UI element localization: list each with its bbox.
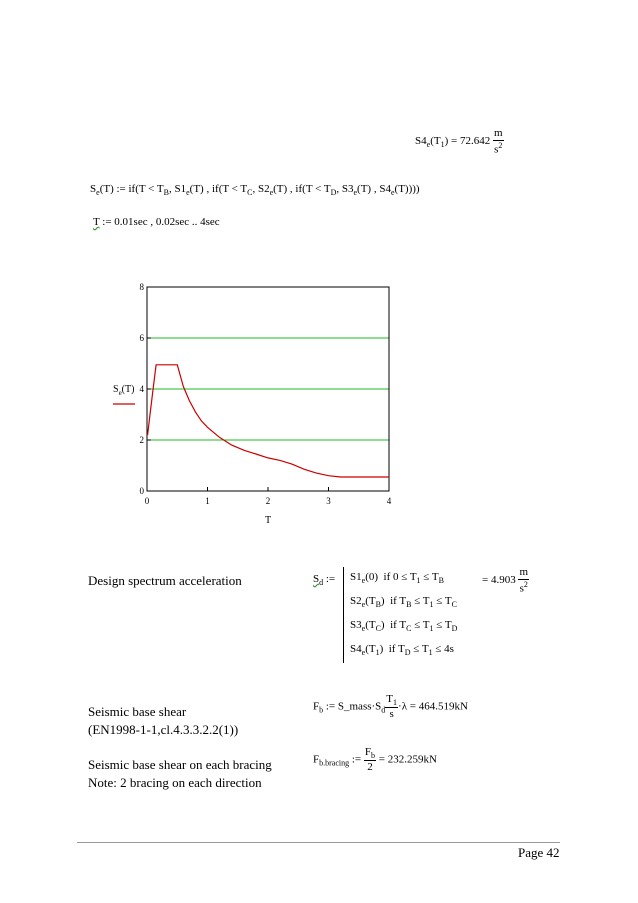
design-accel-result: = 4.903 $\frac{m}{s^2}$: [482, 566, 529, 595]
x-tick-label: 2: [265, 496, 271, 506]
spectrum-series-line: [148, 365, 389, 477]
design-accel-cases: [343, 567, 457, 663]
design-accel-lhs: $S_d$ :=: [313, 573, 336, 587]
design-accel-label: Design spectrum acceleration: [88, 573, 242, 588]
base-shear-label: Seismic base shear: [88, 704, 187, 719]
y-tick-label: 4: [139, 384, 144, 394]
x-tick-label: 4: [386, 496, 392, 506]
bracing-label: Seismic base shear on each bracing: [88, 757, 272, 772]
spectrum-definition: $S_e(T)$ := $if(T < T_B$, $S1_e(T)$ , $if(T < T_C$, $S2_e(T)$ , $if(T < T_D$, $S3_e(T)$ , $S4_e(T)$))): [90, 183, 420, 197]
y-tick-label: 2: [139, 435, 144, 445]
y-tick-label: 0: [139, 486, 144, 496]
case-1: $S1_e(0)$ if $0 \le T_1 \le T_B$: [350, 571, 444, 585]
bracing-note: Note: 2 bracing on each direction: [88, 775, 262, 790]
x-tick-label: 3: [326, 496, 331, 506]
case-2: $S2_e(T_B)$ if $T_B \le T_1 \le T_C$: [350, 595, 457, 609]
range-value: := 0.01sec , 0.02sec .. 4sec: [102, 216, 220, 228]
page-number: Page 42: [518, 845, 560, 860]
case-4: $S4_e(T_1)$ if $T_D \le T_1 \le 4s$: [350, 643, 454, 657]
x-tick-label: 0: [144, 496, 150, 506]
base-shear-formula: $F_b$ := $S\_mass\cdot S_d$ $\frac{T_1}{s}$ ·λ = 464.519kN: [313, 693, 468, 721]
y-tick-label: 8: [139, 282, 144, 292]
result-lhs: S4: [415, 135, 427, 147]
result-value: = 72.642: [451, 135, 491, 147]
result-unit: $\frac{m}{s^2}$: [493, 127, 503, 156]
footer-divider: [77, 842, 560, 843]
range-var: T: [93, 216, 100, 228]
bracing-formula: $F_{b.bracing}$ := $\frac{F_b}{2}$ = 232.259kN: [313, 746, 437, 774]
top-result: $S4_e(T_1) = 72.642$ $\frac{m}{s^2}$: [415, 127, 503, 156]
x-axis-label: T: [264, 515, 272, 526]
case-3: $S3_e(T_C)$ if $T_C \le T_1 \le T_D$: [350, 619, 458, 633]
y-axis-label: $S_e(T)$: [113, 384, 135, 397]
base-shear-ref: (EN1998-1-1,cl.4.3.3.2.2(1)): [88, 722, 239, 737]
y-tick-label: 6: [139, 333, 144, 343]
x-tick-label: 1: [205, 496, 210, 506]
